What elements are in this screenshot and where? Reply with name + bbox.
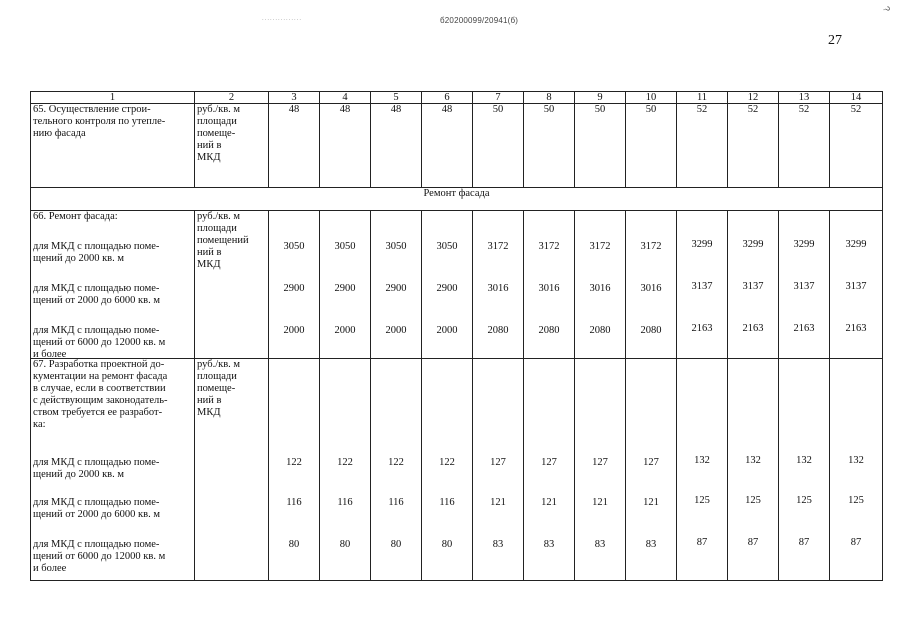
unit-cell: [195, 211, 269, 359]
value: 127: [643, 457, 659, 468]
value: 116: [388, 497, 404, 508]
value: 87: [850, 537, 862, 548]
row-description: [31, 359, 195, 581]
description-line: щений от 2000 до 6000 кв. м: [33, 509, 160, 520]
value-cell: [779, 211, 830, 359]
value-cell: 48: [371, 104, 422, 188]
value-cell: [677, 211, 728, 359]
value: 127: [490, 457, 506, 468]
value: 122: [388, 457, 404, 468]
value: 83: [594, 539, 606, 550]
value-cell: 48: [320, 104, 371, 188]
value: 127: [541, 457, 557, 468]
value-cell: 50: [524, 104, 575, 188]
value: 2163: [691, 323, 713, 334]
column-number: 5: [371, 92, 422, 104]
value: 3172: [589, 241, 611, 252]
column-number: 13: [779, 92, 830, 104]
column-number: 6: [422, 92, 473, 104]
section-title-text: Ремонт фасада: [423, 188, 490, 199]
subrow-description: [33, 283, 160, 307]
description-line: с действующим законодатель-: [33, 395, 168, 406]
value-cell: [269, 359, 320, 581]
value: 80: [339, 539, 351, 550]
value-cell: [524, 359, 575, 581]
description-line: ством требуется ее разработ-: [33, 407, 163, 418]
value: 2080: [589, 325, 611, 336]
value: 87: [696, 537, 708, 548]
description-line: кументации на ремонт фасада: [33, 371, 168, 382]
value: 122: [439, 457, 455, 468]
value: 125: [848, 495, 864, 506]
value: 122: [337, 457, 353, 468]
value: 87: [747, 537, 759, 548]
description-line: и более: [33, 349, 67, 359]
description-line: 67. Разработка проектной до-: [33, 359, 165, 370]
unit-cell: [195, 359, 269, 581]
table-row: [31, 211, 883, 359]
value: 3050: [334, 241, 356, 252]
value: 2080: [487, 325, 509, 336]
value: 80: [288, 539, 300, 550]
value: 3137: [742, 281, 764, 292]
column-number: 11: [677, 92, 728, 104]
value: 132: [848, 455, 864, 466]
description-line: для МКД с площадью поме-: [33, 457, 160, 468]
value: 121: [490, 497, 506, 508]
unit-line: МКД: [197, 407, 221, 418]
value: 2000: [283, 325, 305, 336]
value: 3299: [845, 239, 867, 250]
value: 3050: [385, 241, 407, 252]
description-line: щений до 2000 кв. м: [33, 253, 125, 264]
description-line: щений от 6000 до 12000 кв. м: [33, 551, 166, 562]
value: 3016: [589, 283, 611, 294]
value-cell: 52: [728, 104, 779, 188]
page-number: 27: [828, 33, 842, 48]
unit-line: МКД: [197, 259, 221, 270]
value: 3137: [793, 281, 815, 292]
value: 80: [390, 539, 402, 550]
value-cell: 50: [575, 104, 626, 188]
value-cell: [626, 359, 677, 581]
value: 3172: [640, 241, 662, 252]
value-cell: [422, 211, 473, 359]
value: 116: [439, 497, 455, 508]
value-cell: [473, 211, 524, 359]
unit-line: ний в: [197, 140, 222, 151]
subrow-description: [33, 241, 159, 265]
value: 121: [541, 497, 557, 508]
document-id: б20200099/20941(б): [440, 16, 519, 25]
column-number-row: [31, 92, 883, 104]
value-cell: [830, 359, 883, 581]
value: 3137: [691, 281, 713, 292]
column-number: 10: [626, 92, 677, 104]
value: 125: [796, 495, 812, 506]
value: 83: [645, 539, 657, 550]
value: 3299: [742, 239, 764, 250]
unit-line: площади: [197, 116, 237, 127]
value: 3299: [793, 239, 815, 250]
corner-mark: ?: [880, 4, 893, 14]
description-line: ка:: [33, 419, 46, 430]
value-cell: [779, 359, 830, 581]
subrow-description: [33, 539, 165, 575]
description-line: и более: [33, 563, 67, 574]
row-description: [31, 104, 195, 188]
value: 3299: [691, 239, 713, 250]
value-cell: 50: [626, 104, 677, 188]
value: 2163: [742, 323, 764, 334]
table-row: [31, 104, 883, 188]
row-description: [31, 211, 195, 359]
value: 3016: [538, 283, 560, 294]
value: 2900: [385, 283, 407, 294]
column-number: 14: [830, 92, 883, 104]
value-cell: [728, 211, 779, 359]
value-cell: [830, 211, 883, 359]
section-row: [31, 188, 883, 211]
value: 2900: [283, 283, 305, 294]
column-number: 4: [320, 92, 371, 104]
subrow-description: [33, 325, 165, 359]
section-title: [31, 188, 883, 211]
description-line: 65. Осуществление строи-: [33, 104, 151, 115]
value: 2080: [538, 325, 560, 336]
description-line: для МКД с площадью поме-: [33, 539, 160, 550]
unit-cell: [195, 104, 269, 188]
description-line: для МКД с площадью поме-: [33, 241, 160, 252]
subrow-description: [33, 457, 159, 481]
unit-line: ний в: [197, 247, 222, 258]
subrow-description: [33, 497, 160, 521]
value-cell: 48: [422, 104, 473, 188]
description-line: тельного контроля по утепле-: [33, 116, 166, 127]
value: 116: [286, 497, 302, 508]
value: 2900: [334, 283, 356, 294]
value: 132: [745, 455, 761, 466]
value-cell: 52: [677, 104, 728, 188]
unit-line: руб./кв. м: [197, 359, 241, 370]
value-cell: [422, 359, 473, 581]
value: 83: [543, 539, 555, 550]
value-cell: [473, 359, 524, 581]
value: 116: [337, 497, 353, 508]
description-line: в случае, если в соответствии: [33, 383, 166, 394]
value-cell: [269, 211, 320, 359]
value: 80: [441, 539, 453, 550]
description-line: щений до 2000 кв. м: [33, 469, 125, 480]
value-cell: 52: [830, 104, 883, 188]
value: 2900: [436, 283, 458, 294]
value: 3137: [845, 281, 867, 292]
value: 121: [592, 497, 608, 508]
value: 3016: [640, 283, 662, 294]
unit-line: ний в: [197, 395, 222, 406]
description-line: для МКД с площадью поме-: [33, 497, 160, 508]
value: 87: [798, 537, 810, 548]
value: 121: [643, 497, 659, 508]
value: 2163: [845, 323, 867, 334]
value: 125: [694, 495, 710, 506]
unit-line: помеще-: [197, 383, 236, 394]
value-cell: [575, 211, 626, 359]
unit-line: площади: [197, 223, 237, 234]
description-line: 66. Ремонт фасада:: [33, 211, 118, 222]
value: 2000: [385, 325, 407, 336]
unit-line: помеще-: [197, 128, 236, 139]
unit-line: площади: [197, 371, 237, 382]
value-cell: [371, 359, 422, 581]
unit-line: помещений: [197, 235, 249, 246]
column-number: 12: [728, 92, 779, 104]
description-line: нию фасада: [33, 128, 86, 139]
scan-faint-text: ...............: [262, 16, 303, 22]
value-cell: [371, 211, 422, 359]
value: 3050: [436, 241, 458, 252]
value: 83: [492, 539, 504, 550]
column-number: 3: [269, 92, 320, 104]
description-line: для МКД с площадью поме-: [33, 283, 160, 294]
value-cell: 48: [269, 104, 320, 188]
value: 132: [796, 455, 812, 466]
value: 127: [592, 457, 608, 468]
value: 2080: [640, 325, 662, 336]
description-line: для МКД с площадью поме-: [33, 325, 160, 336]
value: 3172: [538, 241, 560, 252]
value-cell: [677, 359, 728, 581]
value: 3016: [487, 283, 509, 294]
unit-line: руб./кв. м: [197, 104, 241, 115]
value: 2000: [436, 325, 458, 336]
description-line: щений от 6000 до 12000 кв. м: [33, 337, 166, 348]
value: 3172: [487, 241, 509, 252]
value: 2000: [334, 325, 356, 336]
value-cell: [626, 211, 677, 359]
value: 3050: [283, 241, 305, 252]
value-cell: 50: [473, 104, 524, 188]
value-cell: [320, 359, 371, 581]
column-number: 7: [473, 92, 524, 104]
table-row: [31, 359, 883, 581]
value: 2163: [793, 323, 815, 334]
unit-line: руб./кв. м: [197, 211, 241, 222]
column-number: 8: [524, 92, 575, 104]
value-cell: [575, 359, 626, 581]
column-number: 1: [31, 92, 195, 104]
value: 125: [745, 495, 761, 506]
value-cell: 52: [779, 104, 830, 188]
unit-line: МКД: [197, 152, 221, 163]
value-cell: [524, 211, 575, 359]
value: 122: [286, 457, 302, 468]
value-cell: [320, 211, 371, 359]
value-cell: [728, 359, 779, 581]
column-number: 2: [195, 92, 269, 104]
column-number: 9: [575, 92, 626, 104]
description-line: щений от 2000 до 6000 кв. м: [33, 295, 160, 306]
value: 132: [694, 455, 710, 466]
tariff-table: [30, 91, 883, 581]
